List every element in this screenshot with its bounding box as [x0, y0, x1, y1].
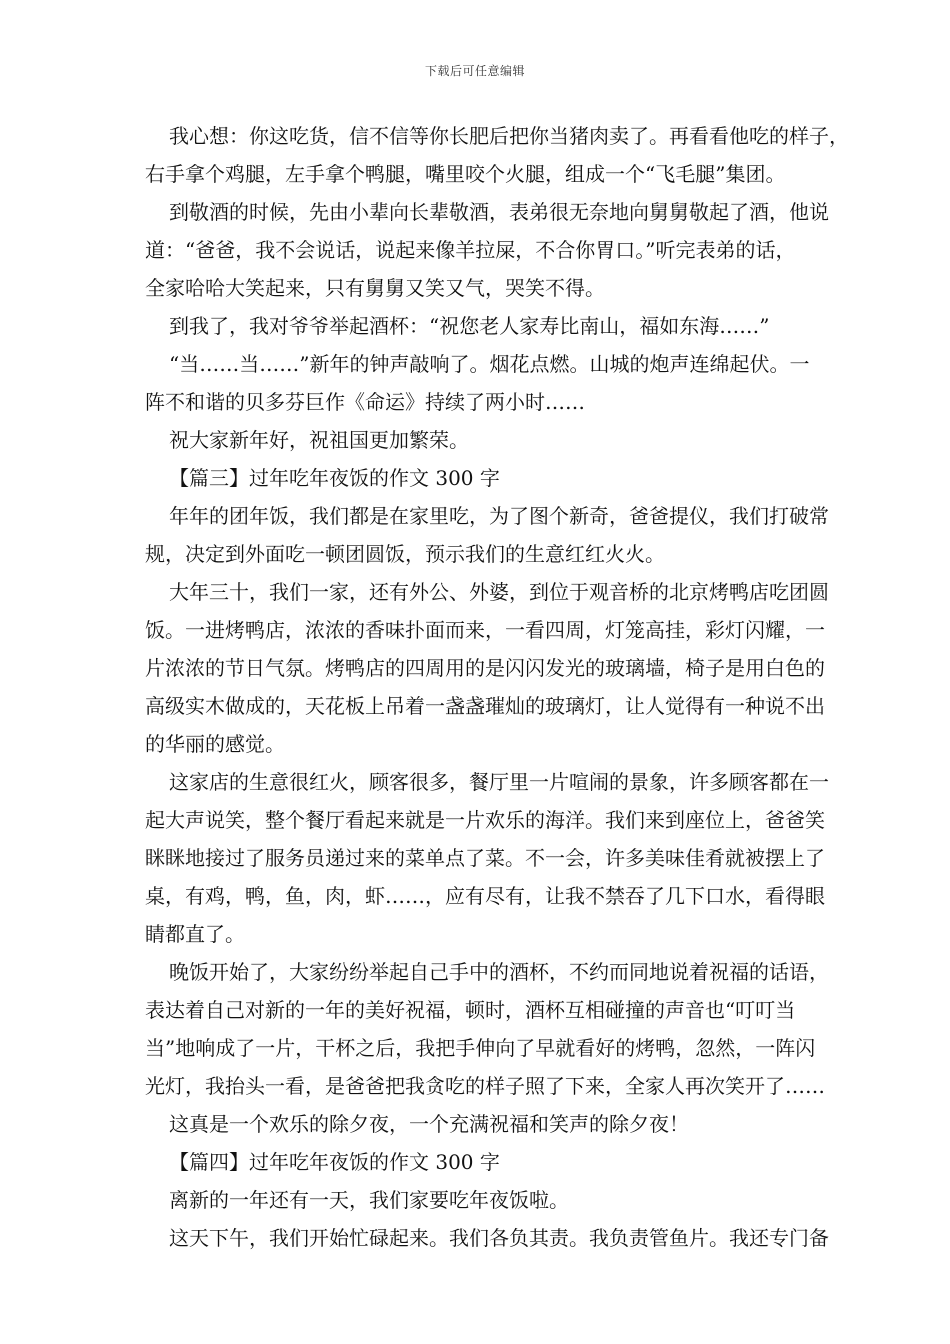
text-line: 片浓浓的节日气氛。烤鸭店的四周用的是闪闪发光的玻璃墙，椅子是用白色的	[145, 656, 825, 680]
text-line: 这天下午，我们开始忙碌起来。我们各负其责。我负责管鱼片。我还专门备	[169, 1226, 829, 1250]
text-line: 【篇三】过年吃年夜饭的作文 300 字	[169, 466, 500, 490]
text-line: 【篇四】过年吃年夜饭的作文 300 字	[169, 1150, 500, 1174]
text-line: 右手拿个鸡腿，左手拿个鸭腿，嘴里咬个火腿，组成一个“飞毛腿”集团。	[145, 162, 786, 186]
text-line: 饭。一进烤鸭店，浓浓的香味扑面而来，一看四周，灯笼高挂，彩灯闪耀，一	[145, 618, 825, 642]
text-line: 道：“爸爸，我不会说话，说起来像羊拉屎，不合你胃口。”听完表弟的话，	[145, 238, 796, 262]
text-line: 我心想：你这吃货，信不信等你长肥后把你当猪肉卖了。再看看他吃的样子，	[169, 124, 849, 148]
text-line: 晚饭开始了，大家纷纷举起自己手中的酒杯，不约而同地说着祝福的话语，	[169, 960, 829, 984]
text-line: 当”地响成了一片，干杯之后，我把手伸向了早就看好的烤鸭，忽然，一阵闪	[145, 1036, 816, 1060]
text-line: 到我了，我对爷爷举起酒杯：“祝您老人家寿比南山，福如东海……”	[169, 314, 770, 338]
text-line: 这真是一个欢乐的除夕夜，一个充满祝福和笑声的除夕夜！	[169, 1112, 689, 1136]
text-line: 阵不和谐的贝多芬巨作《命运》持续了两小时……	[145, 390, 585, 414]
text-line: 全家哈哈大笑起来，只有舅舅又笑又气，哭笑不得。	[145, 276, 605, 300]
text-line: 到敬酒的时候，先由小辈向长辈敬酒，表弟很无奈地向舅舅敬起了酒，他说	[169, 200, 829, 224]
text-line: 规，决定到外面吃一顿团圆饭，预示我们的生意红红火火。	[145, 542, 665, 566]
text-line: 表达着自己对新的一年的美好祝福，顿时，酒杯互相碰撞的声音也“叮叮当	[145, 998, 796, 1022]
text-line: 离新的一年还有一天，我们家要吃年夜饭啦。	[169, 1188, 569, 1212]
text-line: 的华丽的感觉。	[145, 732, 285, 756]
text-line: 大年三十，我们一家，还有外公、外婆，到位于观音桥的北京烤鸭店吃团圆	[169, 580, 829, 604]
text-line: 睛都直了。	[145, 922, 245, 946]
text-line: “当……当……”新年的钟声敲响了。烟花点燃。山城的炮声连绵起伏。一	[169, 352, 810, 376]
text-line: 起大声说笑，整个餐厅看起来就是一片欢乐的海洋。我们来到座位上，爸爸笑	[145, 808, 825, 832]
text-line: 这家店的生意很红火，顾客很多，餐厅里一片喧闹的景象，许多顾客都在一	[169, 770, 829, 794]
text-line: 祝大家新年好，祝祖国更加繁荣。	[169, 428, 469, 452]
text-line: 眯眯地接过了服务员递过来的菜单点了菜。不一会，许多美味佳肴就被摆上了	[145, 846, 825, 870]
text-line: 年年的团年饭，我们都是在家里吃，为了图个新奇，爸爸提仪，我们打破常	[169, 504, 829, 528]
text-line: 高级实木做成的，天花板上吊着一盏盏璀灿的玻璃灯，让人觉得有一种说不出	[145, 694, 825, 718]
document-body	[145, 117, 849, 1257]
page-header: 下载后可任意编辑	[424, 64, 525, 78]
text-line: 光灯，我抬头一看，是爸爸把我贪吃的样子照了下来，全家人再次笑开了……	[145, 1074, 825, 1098]
text-line: 桌，有鸡，鸭，鱼，肉，虾……，应有尽有，让我不禁吞了几下口水，看得眼	[145, 884, 825, 908]
